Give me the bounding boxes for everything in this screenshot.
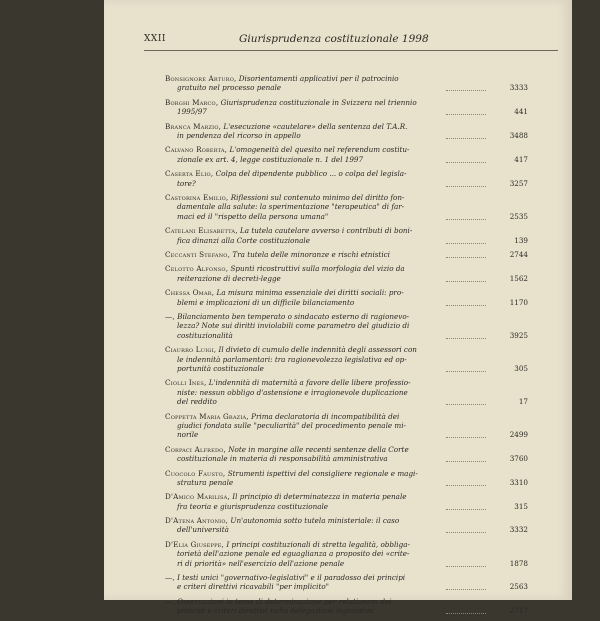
dot-leader: [446, 256, 486, 258]
entry-first-line: [165, 469, 482, 478]
entry-page-number: 2717: [509, 606, 528, 616]
entry-page-number: 3760: [509, 454, 528, 464]
entry-page-number: 2499: [509, 430, 528, 440]
dot-leader: [446, 460, 486, 462]
entry-title-text: I principi costituzionali di stretta legalità, obbliga-: [226, 539, 410, 549]
entry-first-line: [165, 573, 482, 582]
entry-page-number: 139: [514, 235, 528, 245]
entry-author: Cuocolo Fausto,: [165, 468, 226, 478]
entry-first-line: [165, 74, 482, 83]
book-page: [104, 0, 572, 616]
index-entry: [165, 145, 530, 164]
entry-first-line: [165, 516, 482, 525]
entry-title-text: Colpa del dipendente pubblico ... o colpa del legisla-: [215, 169, 407, 179]
entry-first-line: [165, 226, 482, 235]
entry-title-text: reiterazione di decreti-legge: [177, 273, 281, 283]
entry-title-text: costituzionalità: [177, 330, 233, 340]
entry-continuation-line: [165, 236, 482, 245]
entry-title-text: L'indennità di maternità a favore delle libere professio-: [208, 378, 411, 388]
index-entry: [165, 288, 530, 307]
index-entry: [165, 573, 530, 592]
entry-title-text: Strumenti ispettivi del consigliere regionale e magi-: [227, 468, 418, 478]
index-entries: [165, 74, 530, 621]
entry-first-line: [165, 597, 482, 606]
entry-title-text: L'omogeneità del quesito nel referendum costitu-: [229, 145, 410, 155]
entry-author: Ciolli Ines,: [165, 378, 207, 388]
entry-page-number: 305: [514, 363, 528, 373]
dot-leader: [446, 161, 486, 163]
entry-continuation-line: [165, 364, 482, 373]
entry-title-text: giudici fondata sulle "peculiarità" del procedimento penale mi-: [177, 420, 406, 430]
entry-continuation-line: [165, 298, 482, 307]
entry-page-number: 17: [518, 397, 528, 407]
dot-leader: [446, 612, 486, 614]
entry-author: D'Elia Giuseppe,: [165, 539, 225, 549]
entry-continuation-line: [165, 388, 482, 397]
index-entry: [165, 345, 530, 373]
entry-author: D'Amico Marilisa,: [165, 492, 230, 502]
dot-leader: [446, 280, 486, 282]
entry-page-number: 2563: [509, 582, 528, 592]
entry-title-text: L'esecuzione «cautelare» della sentenza del T.A.R.: [223, 121, 408, 131]
entry-continuation-line: [165, 582, 482, 591]
index-entry: [165, 226, 530, 245]
entry-first-line: [165, 412, 482, 421]
index-entry: [165, 312, 530, 340]
entry-author: Ceccanti Stefano,: [165, 249, 231, 259]
index-entry: [165, 193, 530, 221]
entry-continuation-line: [165, 179, 482, 188]
entry-title-text: fica dinanzi alla Corte costituzionale: [177, 235, 310, 245]
entry-first-line: [165, 345, 482, 354]
index-entry: [165, 378, 530, 406]
index-entry: [165, 516, 530, 535]
entry-page-number: 3332: [509, 525, 528, 535]
entry-page-number: 3488: [509, 130, 528, 140]
dot-leader: [446, 565, 486, 567]
entry-author: Chessa Omar,: [165, 288, 215, 298]
index-entry: [165, 540, 530, 568]
dot-leader: [446, 304, 486, 306]
entry-author: —,: [165, 573, 175, 583]
dot-leader: [446, 436, 486, 438]
entry-title-text: del reddito: [177, 397, 217, 407]
dot-leader: [446, 218, 486, 220]
entry-title-text: e criteri direttivi ricavabili "per implicito": [177, 582, 329, 592]
entry-title-text: costituzionale in materia di responsabilità amministrativa: [177, 454, 388, 464]
entry-first-line: [165, 264, 482, 273]
entry-page-number: 2744: [509, 249, 528, 259]
entry-continuation-line: [165, 478, 482, 487]
entry-author: Catelani Elisabetta,: [165, 226, 238, 236]
entry-continuation-line: [165, 397, 482, 406]
entry-first-line: [165, 288, 482, 297]
entry-title-text: damentale alla salute: la sperimentazione "terapeutica" di far-: [177, 202, 405, 212]
dot-leader: [446, 337, 486, 339]
entry-continuation-line: [165, 430, 482, 439]
entry-author: —,: [165, 311, 175, 321]
entry-title-text: maci ed il "rispetto della persona umana": [177, 211, 329, 221]
entry-page-number: 3333: [509, 83, 528, 93]
entry-first-line: [165, 312, 482, 321]
entry-title-text: tore?: [177, 178, 196, 188]
dot-leader: [446, 89, 486, 91]
entry-title-text: Un'autonomia sotto tutela ministeriale: il caso: [230, 516, 400, 526]
dot-leader: [446, 588, 486, 590]
dot-leader: [446, 113, 486, 115]
entry-continuation-line: [165, 559, 482, 568]
entry-title-text: portunità costituzionale: [177, 363, 264, 373]
dot-leader: [446, 242, 486, 244]
page-number: XXII: [144, 34, 166, 44]
entry-title-text: Il principio di determinatezza in materia penale: [232, 492, 407, 502]
entry-continuation-line: [165, 525, 482, 534]
entry-continuation-line: [165, 107, 482, 116]
entry-title-text: le indennità parlamentari: tra ragionevolezza legislativa ed op-: [177, 354, 407, 364]
entry-title-text: in pendenza del ricorso in appello: [177, 130, 301, 140]
entry-page-number: 441: [514, 107, 528, 117]
entry-continuation-line: [165, 421, 482, 430]
entry-page-number: 417: [514, 154, 528, 164]
entry-title-text: gratuito nel processo penale: [177, 83, 282, 93]
entry-author: Caserta Elio,: [165, 169, 214, 179]
entry-continuation-line: [165, 454, 482, 463]
dot-leader: [446, 370, 486, 372]
entry-title-text: Prima declaratoria di incompatibilità dei: [251, 411, 400, 421]
entry-title-text: Riflessioni sul contenuto minimo del diritto fon-: [230, 192, 405, 202]
entry-first-line: [165, 492, 482, 501]
entry-continuation-line: [165, 502, 482, 511]
entry-continuation-line: [165, 549, 482, 558]
entry-title-text: norile: [177, 430, 199, 440]
entry-first-line: [165, 122, 482, 131]
page-header: [144, 34, 558, 51]
index-entry: [165, 469, 530, 488]
entry-page-number: 315: [514, 501, 528, 511]
entry-author: Branca Marzio,: [165, 121, 222, 131]
dot-leader: [446, 137, 486, 139]
entry-first-line: [165, 445, 482, 454]
entry-first-line: [165, 193, 482, 202]
entry-title-text: Note in margine alle recenti sentenze della Corte: [228, 444, 409, 454]
entry-continuation-line: [165, 131, 482, 140]
entry-author: Coppetta Maria Grazia,: [165, 411, 249, 421]
entry-page-number: 1878: [509, 558, 528, 568]
entry-author: Calvano Roberta,: [165, 145, 228, 155]
entry-first-line: [165, 378, 482, 387]
entry-author: D'Atena Antonio,: [165, 516, 229, 526]
entry-page-number: 3257: [509, 178, 528, 188]
dot-leader: [446, 403, 486, 405]
entry-first-line: [165, 145, 482, 154]
entry-author: Corpaci Alfredo,: [165, 444, 226, 454]
entry-title-text: stratura penale: [177, 477, 234, 487]
entry-continuation-line: [165, 355, 482, 364]
entry-title-text: principi e criteri direttivi nella delegazione legislativa: [177, 606, 374, 616]
entry-continuation-line: [165, 606, 482, 615]
entry-title-text: Osservazioni in tema di determinazione per relationem dei: [177, 596, 392, 606]
dot-leader: [446, 508, 486, 510]
index-entry: [165, 445, 530, 464]
entry-title-text: Il divieto di cumulo delle indennità degli assessori con: [218, 345, 417, 355]
entry-continuation-line: [165, 331, 482, 340]
dot-leader: [446, 531, 486, 533]
entry-title-text: blemi e implicazioni di un difficile bilanciamento: [177, 297, 355, 307]
entry-author: —,: [165, 596, 175, 606]
entry-page-number: 3310: [509, 477, 528, 487]
entry-title-text: La tutela cautelare avverso i contributi di boni-: [239, 226, 413, 236]
index-entry: [165, 492, 530, 511]
entry-page-number: 3925: [509, 330, 528, 340]
entry-page-number: 1170: [509, 297, 528, 307]
entry-first-line: [165, 250, 482, 259]
entry-page-number: 1562: [509, 273, 528, 283]
entry-first-line: [165, 169, 482, 178]
index-entry: [165, 264, 530, 283]
index-entry: [165, 169, 530, 188]
index-entry: [165, 74, 530, 93]
index-entry: [165, 250, 530, 259]
entry-continuation-line: [165, 321, 482, 330]
index-entry: [165, 98, 530, 117]
entry-page-number: 2535: [509, 211, 528, 221]
index-entry: [165, 412, 530, 440]
entry-title-text: niste: nessun obbligo d'astensione e irragionevole duplicazione: [177, 387, 408, 397]
entry-continuation-line: [165, 83, 482, 92]
entry-author: Ciaurro Luigi,: [165, 345, 217, 355]
entry-title-text: zionale ex art. 4, legge costituzionale n. 1 del 1997: [177, 154, 364, 164]
entry-continuation-line: [165, 202, 482, 211]
entry-continuation-line: [165, 155, 482, 164]
dot-leader: [446, 185, 486, 187]
entry-continuation-line: [165, 212, 482, 221]
entry-author: Castorina Emilio,: [165, 192, 229, 202]
entry-title-text: torietà dell'azione penale ed eguaglianza a proposito dei «crite-: [177, 549, 410, 559]
entry-title-text: Disorientamenti applicativi per il patrocinio: [238, 74, 399, 83]
entry-author: Bonsignore Arturo,: [165, 74, 237, 83]
entry-title-text: fra teoria e giurisprudenza costituzionale: [177, 501, 329, 511]
entry-title-text: Bilanciamento ben temperato o sindacato esterno di ragionevo-: [177, 311, 410, 321]
entry-title-text: La misura minima essenziale dei diritti sociali: pro-: [216, 288, 404, 298]
index-entry: [165, 122, 530, 141]
entry-first-line: [165, 540, 482, 549]
entry-title-text: ri di priorità» nell'esercizio dell'azione penale: [177, 558, 345, 568]
entry-author: Borghi Marco,: [165, 97, 219, 107]
entry-title-text: dell'università: [177, 525, 229, 535]
entry-title-text: 1995/97: [177, 107, 207, 117]
entry-title-text: I testi unici "governativo-legislativi" e il paradosso dei principi: [177, 573, 406, 583]
entry-first-line: [165, 98, 482, 107]
entry-title-text: lezza? Note sui diritti inviolabili come parametro del giudizio di: [177, 321, 410, 331]
entry-title-text: Giurisprudenza costituzionale in Svizzera nel triennio: [220, 97, 417, 107]
entry-author: Celotto Alfonso,: [165, 264, 229, 274]
dot-leader: [446, 484, 486, 486]
entry-title-text: Tra tutela delle minoranze e rischi etnistici: [232, 249, 390, 259]
running-title: Giurisprudenza costituzionale 1998: [239, 33, 429, 45]
entry-title-text: Spunti ricostruttivi sulla morfologia del vizio da: [230, 264, 405, 274]
entry-continuation-line: [165, 274, 482, 283]
